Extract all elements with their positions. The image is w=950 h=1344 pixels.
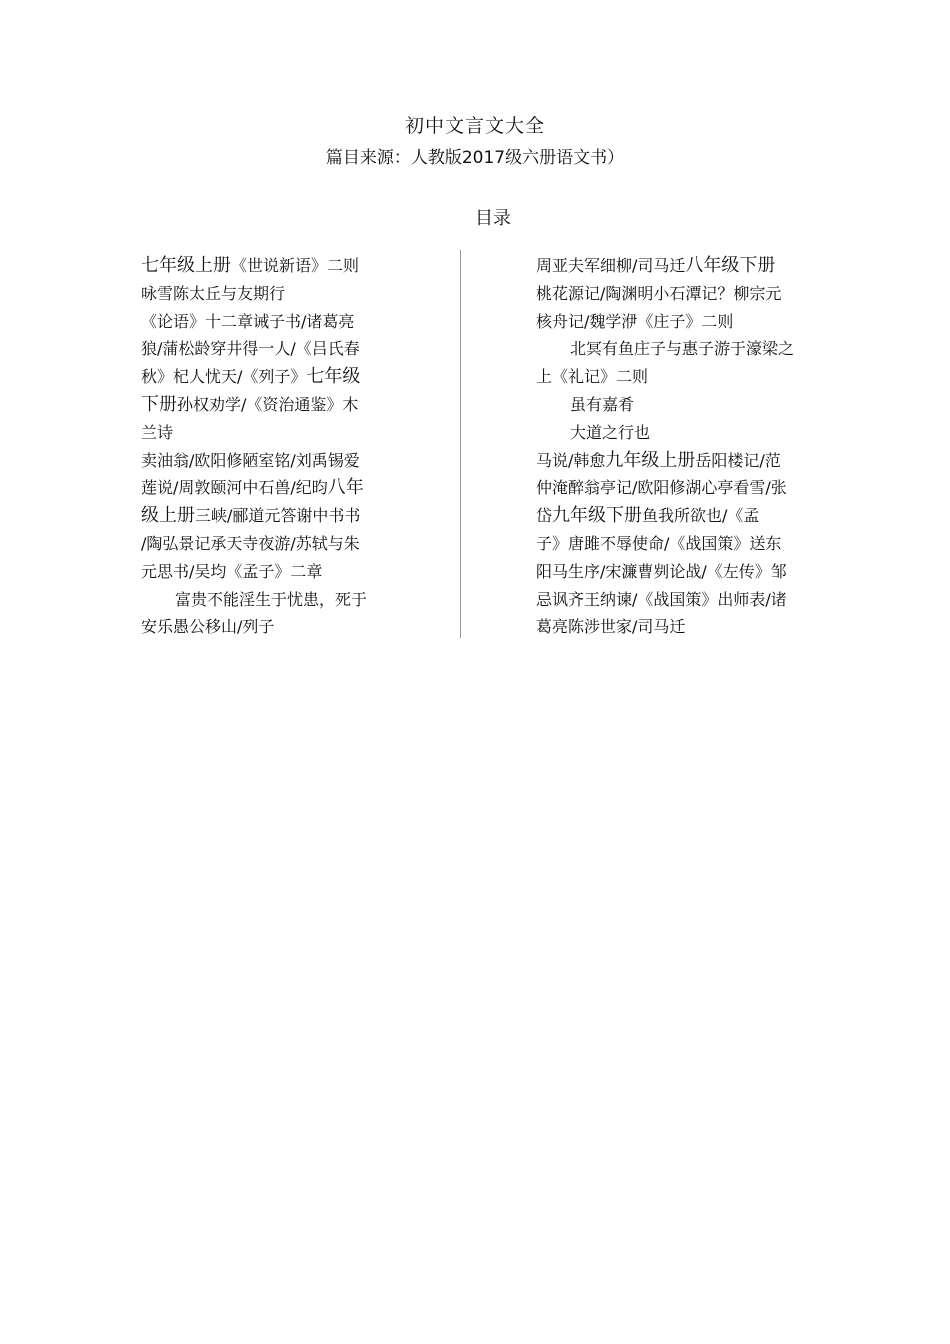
toc-entry-text: 阳马生序/宋濂曹刿论战/《左传》邹	[536, 561, 787, 581]
toc-entry-text: 核舟记/魏学洢《庄子》二则	[536, 311, 734, 331]
toc-entry-text: 周亚夫军细柳/司马迁	[536, 256, 686, 275]
toc-line	[536, 391, 826, 419]
toc-entry-text: 《论语》十二章诫子书/诸葛亮	[141, 311, 355, 331]
toc-line	[141, 558, 441, 586]
toc-line	[141, 586, 441, 614]
toc-line	[536, 335, 826, 363]
grade-volume-label: 七年级上册	[141, 255, 231, 276]
toc-entry-text: 狼/蒲松龄穿井得一人/《吕氏春	[141, 339, 360, 359]
toc-entry-text: 仲淹醉翁亭记/欧阳修湖心亭看雪/张	[536, 478, 787, 498]
toc-line	[141, 308, 441, 336]
toc-line	[536, 280, 826, 308]
toc-entry-text: 兰诗	[141, 422, 174, 442]
toc-line	[141, 474, 441, 502]
toc-entry-text: 卖油翁/欧阳修陋室铭/刘禹锡爱	[141, 450, 360, 470]
toc-line	[536, 530, 826, 558]
grade-volume-label: 八年级下册	[685, 255, 776, 276]
grade-volume-label: 九年级上册	[605, 449, 696, 471]
toc-left-column	[141, 252, 441, 641]
toc-entry-text: 孙权劝学/《资治通鉴》木	[177, 394, 359, 414]
toc-line	[141, 363, 441, 391]
toc-line	[536, 419, 826, 447]
toc-line	[141, 613, 441, 641]
toc-entry-text: 秋》杞人忧天/《列子》	[141, 367, 307, 387]
toc-line	[536, 613, 826, 641]
grade-volume-label: 八年	[327, 477, 364, 499]
toc-line	[536, 447, 826, 475]
toc-line	[141, 280, 441, 308]
toc-entry-text: 咏雪陈太丘与友期行	[141, 283, 286, 303]
toc-line	[536, 308, 826, 336]
toc-line	[536, 586, 826, 614]
toc-line	[536, 363, 826, 391]
toc-line	[536, 558, 826, 586]
toc-right-column	[536, 252, 826, 641]
toc-entry-text: 葛亮陈涉世家/司马迁	[536, 617, 686, 637]
toc-line	[141, 391, 441, 419]
grade-volume-label: 九年级下册	[552, 505, 643, 527]
toc-entry-text: 岳阳楼记/范	[695, 450, 781, 470]
grade-volume-label: 七年级	[306, 366, 361, 388]
toc-entry-text: 安乐愚公移山/列子	[141, 617, 275, 637]
grade-volume-label: 下册	[141, 393, 177, 415]
toc-line	[141, 502, 441, 530]
column-divider	[460, 250, 461, 638]
toc-entry-text: 元思书/吴均《孟子》二章	[141, 561, 323, 581]
toc-line	[141, 252, 441, 280]
toc-entry-text: 莲说/周敦颐河中石兽/纪昀	[141, 478, 328, 498]
toc-entry-text: 《世说新语》二则	[231, 256, 360, 275]
toc-line	[141, 447, 441, 475]
toc-entry-text: 大道之行也	[570, 422, 651, 442]
toc-entry-text: /陶弘景记承天寺夜游/苏轼与朱	[141, 533, 360, 553]
toc-line	[141, 335, 441, 363]
toc-entry-text: 富贵不能淫生于忧患，死于	[175, 589, 368, 609]
toc-entry-text: 三峡/郦道元答谢中书书	[195, 506, 361, 526]
toc-entry-text: 上《礼记》二则	[536, 367, 649, 387]
toc-entry-text: 鱼我所欲也/《孟	[642, 506, 760, 526]
toc-entry-text: 马说/韩愈	[536, 450, 606, 470]
toc-entry-text: 子》唐雎不辱使命/《战国策》送东	[536, 533, 782, 553]
page-subtitle: 篇目来源：人教版2017级六册语文书）	[325, 148, 625, 168]
toc-line	[536, 252, 826, 280]
toc-entry-text: 忌讽齐王纳谏/《战国策》出师表/诸	[536, 589, 787, 609]
toc-entry-text: 虽有嘉肴	[570, 394, 635, 414]
toc-line	[536, 474, 826, 502]
page-title: 初中文言文大全	[404, 115, 545, 137]
toc-entry-text: 岱	[536, 506, 553, 526]
toc-entry-text: 桃花源记/陶渊明小石潭记？柳宗元	[536, 283, 782, 303]
toc-entry-text: 北冥有鱼庄子与惠子游于濠梁之	[570, 339, 795, 359]
toc-line	[141, 419, 441, 447]
toc-heading: 目录	[475, 208, 511, 229]
grade-volume-label: 级上册	[141, 505, 195, 527]
toc-line	[536, 502, 826, 530]
toc-line	[141, 530, 441, 558]
